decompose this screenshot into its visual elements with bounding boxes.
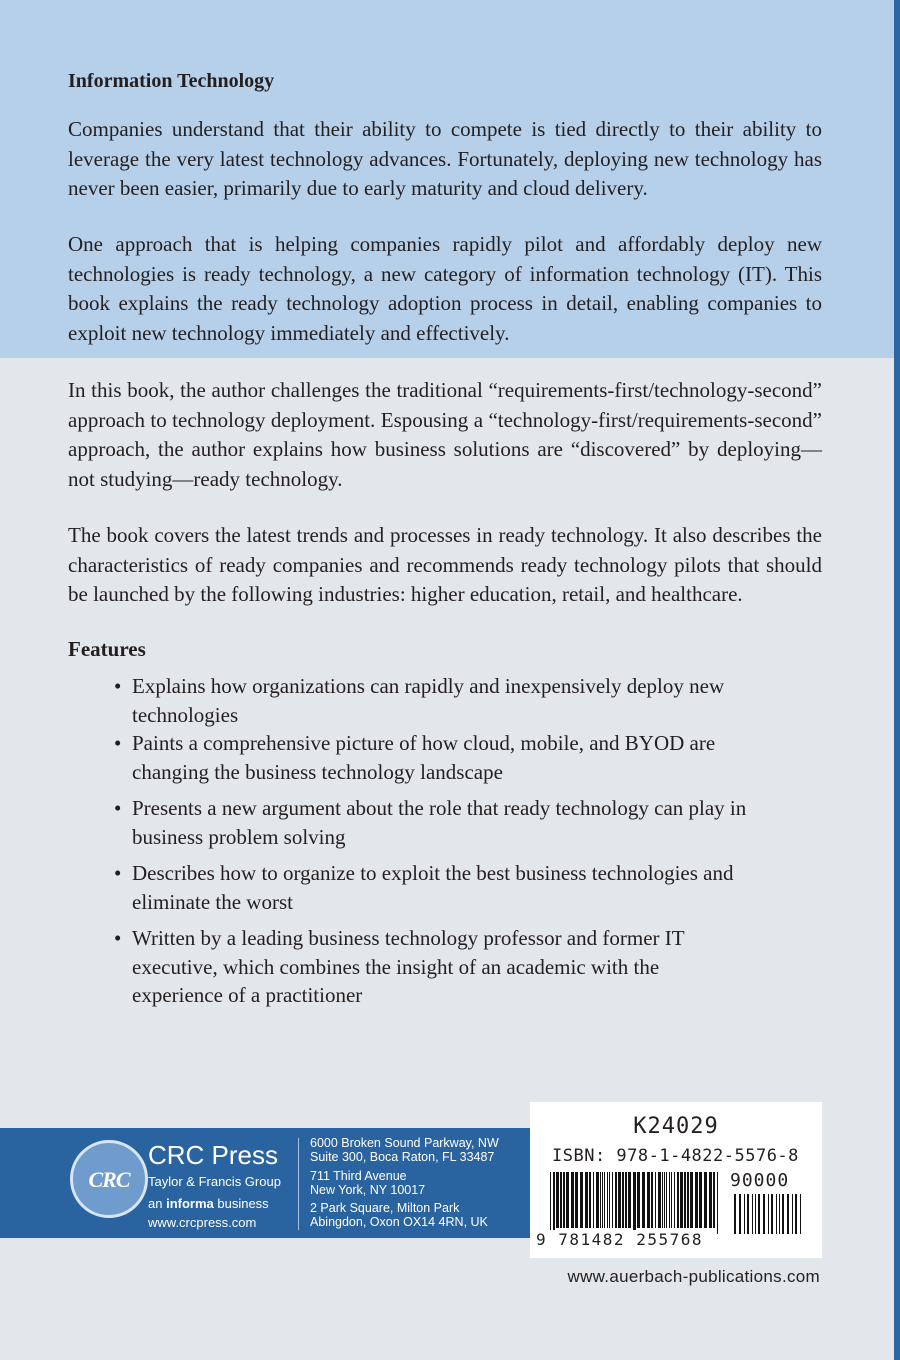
barcode-bar — [664, 1172, 665, 1228]
barcode-bar — [609, 1172, 610, 1228]
feature-item: • Paints a comprehensive picture of how cloud, mobile, and BYOD are changing the business technology landscape — [114, 729, 754, 786]
crc-logo-icon — [70, 1140, 148, 1218]
barcode-bar — [669, 1172, 670, 1228]
barcode-bar — [607, 1172, 608, 1228]
barcode-box — [530, 1102, 822, 1258]
feature-item: • Explains how organizations can rapidly and inexpensively deploy new technologies — [114, 672, 754, 729]
feature-item: • Describes how to organize to exploit the best business technologies and eliminate the worst — [114, 859, 754, 916]
barcode-bar — [684, 1172, 686, 1228]
footer-url: www.auerbach-publications.com — [567, 1267, 820, 1286]
address-abingdon — [310, 1201, 488, 1229]
barcode-bar — [658, 1172, 661, 1228]
section-label: Information Technology — [68, 70, 275, 92]
barcode-bar — [566, 1172, 569, 1228]
features-list — [114, 672, 754, 1010]
barcode-bar — [699, 1172, 702, 1228]
addon-bar — [755, 1194, 756, 1234]
addon-bar — [771, 1194, 773, 1234]
barcode-bar — [704, 1172, 707, 1228]
barcode-bar — [585, 1172, 588, 1228]
informa-brand: informa — [166, 1196, 214, 1211]
addon-bar — [787, 1194, 789, 1234]
barcode-bar — [575, 1172, 578, 1228]
barcode-bar — [596, 1172, 599, 1228]
informa-suffix: business — [213, 1196, 269, 1211]
barcode-bar — [687, 1172, 689, 1228]
barcode-bar — [615, 1172, 617, 1228]
barcode-bar — [593, 1172, 594, 1228]
barcode-bar — [709, 1172, 712, 1228]
barcode-bar — [550, 1172, 551, 1234]
barcode-bar — [717, 1172, 718, 1234]
barcode-bar — [560, 1172, 562, 1228]
barcode-bar — [604, 1172, 605, 1228]
address-line: New York, NY 10017 — [310, 1183, 426, 1197]
barcode-bar — [556, 1172, 559, 1228]
addon-bar — [792, 1194, 793, 1234]
barcode-bar — [633, 1172, 636, 1234]
paragraph-author-approach: In this book, the author challenges the traditional “requirements-first/technology-second” approach to technology deployment. Espousing a “technology-first/requirements-second” approach, the author explains how business solutions are “discovered” by deploying—not studying—ready technology. — [68, 378, 822, 491]
address-line: 6000 Broken Sound Parkway, NW — [310, 1136, 499, 1150]
addon-bar — [779, 1194, 780, 1234]
barcode-bar — [612, 1172, 613, 1228]
barcode-bar — [671, 1172, 672, 1228]
barcode-bar — [651, 1172, 653, 1228]
address-line: 711 Third Avenue — [310, 1169, 407, 1183]
addon-bar — [739, 1194, 741, 1234]
addon-bar — [752, 1194, 753, 1234]
feature-item: • Written by a leading business technology professor and former IT executive, which combines the insight of an academic with the experience of a practitioner — [114, 924, 754, 1010]
addon-bar — [747, 1194, 749, 1234]
publisher-informa-line — [148, 1196, 269, 1211]
feature-item: • Presents a new argument about the role that ready technology can play in business problem solving — [114, 794, 754, 851]
barcode-bar — [695, 1172, 698, 1228]
barcode-bar — [628, 1172, 631, 1228]
barcode-bar — [602, 1172, 603, 1228]
barcode-bar — [637, 1172, 640, 1228]
address-line: Suite 300, Boca Raton, FL 33487 — [310, 1150, 495, 1164]
isbn-text: ISBN: 978-1-4822-5576-8 — [552, 1146, 799, 1166]
barcode-bar — [563, 1172, 565, 1228]
barcode-bar — [553, 1172, 555, 1234]
addon-bar — [768, 1194, 769, 1234]
crc-logo-text: CRC — [88, 1167, 130, 1192]
addon-bar — [800, 1194, 801, 1234]
paragraph-intro: Companies understand that their ability to compete is tied directly to their ability to leverage the very latest technology advances. Fortunately, deploying new technology has never been easier, primarily due to early maturity and cloud delivery. — [68, 117, 822, 200]
paragraph-ready-technology: One approach that is helping companies rapidly pilot and affordably deploy new technologies is ready technology, a new category of information technology (IT). This book explains the ready technology adoption process in detail, enabling companies to exploit new technology immediately and effectively. — [68, 232, 822, 345]
addon-bar — [795, 1194, 797, 1234]
address-new-york — [310, 1169, 425, 1197]
barcode-bar — [642, 1172, 645, 1228]
publisher-group: Taylor & Francis Group — [148, 1174, 281, 1189]
addon-bar — [744, 1194, 745, 1234]
barcode-bar — [680, 1172, 683, 1228]
barcode-bar — [625, 1172, 627, 1228]
barcode-bar — [690, 1172, 693, 1228]
barcode-bar — [600, 1172, 601, 1228]
barcode-bar — [622, 1172, 624, 1228]
features-heading: Features — [68, 637, 146, 661]
barcode-bar — [674, 1172, 675, 1228]
addon-bar — [758, 1194, 760, 1234]
addon-bar — [782, 1194, 784, 1234]
barcode-bar — [647, 1172, 650, 1228]
address-divider — [298, 1138, 299, 1230]
addon-bar — [734, 1194, 736, 1234]
barcode-bar — [618, 1172, 621, 1228]
barcode-addon: 90000 — [730, 1170, 790, 1191]
address-line: Abingdon, Oxon OX14 4RN, UK — [310, 1215, 488, 1229]
barcode-bar — [580, 1172, 583, 1228]
addon-bar — [763, 1194, 765, 1234]
addon-bar — [776, 1194, 777, 1234]
barcode-bar — [571, 1172, 574, 1228]
spine-edge — [894, 0, 900, 1360]
publisher-band — [0, 1128, 530, 1238]
barcode-bar — [666, 1172, 667, 1228]
barcode-bar — [662, 1172, 663, 1228]
barcode-bar — [713, 1172, 715, 1228]
paragraph-book-coverage: The book covers the latest trends and processes in ready technology. It also describes the characteristics of ready companies and recommends ready technology pilots that should be launched by the following industries: higher education, retail, and healthcare. — [68, 523, 822, 606]
barcode-digits: 9 781482 255768 — [536, 1230, 703, 1249]
publisher-name: CRC Press — [148, 1140, 279, 1170]
barcode-bar — [655, 1172, 656, 1228]
publisher-website: www.crcpress.com — [148, 1215, 257, 1230]
barcode-bar — [677, 1172, 679, 1228]
catalog-code: K24029 — [633, 1114, 719, 1139]
address-boca-raton — [310, 1136, 499, 1164]
informa-prefix: an — [148, 1196, 167, 1211]
address-line: 2 Park Square, Milton Park — [310, 1201, 460, 1215]
barcode-bar — [589, 1172, 591, 1228]
